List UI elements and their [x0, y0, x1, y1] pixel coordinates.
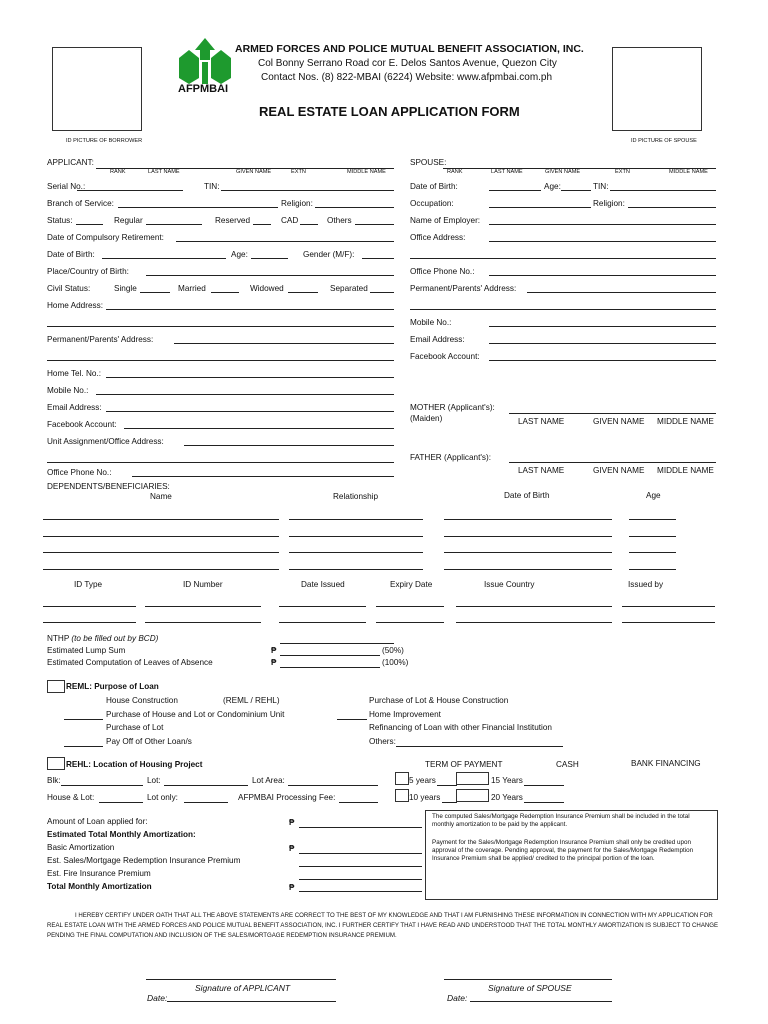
spouse-office-address-field-1[interactable]: [489, 241, 716, 242]
home-tel-label: Home Tel. No.:: [47, 369, 101, 378]
lot-label: Lot:: [147, 776, 161, 785]
spouse-tin-field[interactable]: [610, 190, 716, 191]
unit-assignment-field-2[interactable]: [47, 462, 394, 463]
dependent-field-r2-c4[interactable]: [629, 536, 676, 537]
id-field-r2-c1[interactable]: [43, 622, 136, 623]
fire-label: Est. Fire Insurance Premium: [47, 869, 151, 878]
id-field-r2-c5[interactable]: [456, 622, 612, 623]
lot-field[interactable]: [164, 785, 248, 786]
reml-lot-house-label: Purchase of Lot & House Construction: [369, 696, 509, 705]
single-field[interactable]: [140, 292, 170, 293]
separated-label: Separated: [330, 284, 368, 293]
lump-sum-field[interactable]: [280, 655, 380, 656]
basic-amort-peso: ₱: [289, 844, 295, 853]
id-field-r1-c4[interactable]: [376, 606, 444, 607]
permanent-address-field-1[interactable]: [174, 343, 394, 344]
applicant-col-extn: EXTN: [291, 169, 306, 175]
spouse-employer-label: Name of Employer:: [410, 216, 481, 225]
spouse-date-field[interactable]: [470, 1001, 612, 1002]
id-col-country: Issue Country: [484, 580, 535, 589]
lump-sum-label: Estimated Lump Sum: [47, 646, 126, 655]
org-name: ARMED FORCES AND POLICE MUTUAL BENEFIT ASSOCIATION, INC.: [235, 43, 584, 55]
total-amort-peso: ₱: [289, 883, 295, 892]
spouse-col-extn: EXTN: [615, 169, 630, 175]
reml-refinancing-label: Refinancing of Loan with other Financial Institution: [369, 723, 552, 732]
reml-lot-label: Purchase of Lot: [106, 723, 164, 732]
term-20-checkbox[interactable]: [456, 789, 489, 802]
single-label: Single: [114, 284, 137, 293]
term-10-checkbox[interactable]: [395, 789, 409, 802]
spouse-label: SPOUSE:: [410, 158, 447, 167]
maiden-label: (Maiden): [410, 414, 443, 423]
cad-field[interactable]: [300, 224, 318, 225]
dependent-field-r1-c2[interactable]: [289, 519, 423, 520]
id-field-r2-c3[interactable]: [279, 622, 366, 623]
office-phone-field[interactable]: [132, 476, 394, 477]
mother-name-field[interactable]: [509, 413, 716, 414]
civil-status-label: Civil Status:: [47, 284, 91, 293]
id-field-r1-c6[interactable]: [622, 606, 715, 607]
office-phone-label: Office Phone No.:: [47, 468, 112, 477]
widowed-field[interactable]: [288, 292, 318, 293]
term-label: TERM OF PAYMENT: [425, 760, 503, 769]
home-address-field-2[interactable]: [47, 326, 394, 327]
spouse-occupation-field[interactable]: [489, 207, 591, 208]
father-col-middle: MIDDLE NAME: [657, 466, 714, 475]
tin-label: TIN:: [204, 182, 220, 191]
mobile-label: Mobile No.:: [47, 386, 89, 395]
id-col-issued: Date Issued: [301, 580, 345, 589]
id-picture-spouse-box[interactable]: [612, 47, 702, 131]
processing-fee-label: AFPMBAI Processing Fee:: [238, 793, 336, 802]
serial-field[interactable]: [77, 190, 183, 191]
term-5-field[interactable]: [437, 785, 457, 786]
spouse-email-field[interactable]: [489, 343, 716, 344]
spouse-age-field[interactable]: [561, 190, 591, 191]
insurance-note-1: The computed Sales/Mortgage Redemption Insurance Premium shall be included in the total monthly amortization to be paid by the applicant.: [432, 813, 690, 829]
logo-text: AFPMBAI: [178, 83, 229, 95]
spouse-permanent-address-label: Permanent/Parents' Address:: [410, 284, 517, 293]
dependents-col-age: Age: [646, 491, 661, 500]
id-col-expiry: Expiry Date: [390, 580, 433, 589]
term-20-label: 20 Years: [491, 793, 523, 802]
others-field[interactable]: [355, 224, 394, 225]
tin-field[interactable]: [221, 190, 394, 191]
id-field-r1-c5[interactable]: [456, 606, 612, 607]
gender-field[interactable]: [362, 258, 394, 259]
id-field-r2-c4[interactable]: [376, 622, 444, 623]
spouse-col-last: LAST NAME: [491, 169, 523, 175]
spouse-dob-field[interactable]: [489, 190, 541, 191]
term-5-checkbox[interactable]: [395, 772, 409, 785]
spouse-employer-field[interactable]: [489, 224, 716, 225]
branch-field[interactable]: [118, 207, 278, 208]
spouse-age-label: Age:: [544, 182, 561, 191]
age-field[interactable]: [251, 258, 288, 259]
loan-amount-label: Amount of Loan applied for:: [47, 817, 148, 826]
spouse-permanent-address-field-2[interactable]: [410, 309, 716, 310]
applicant-col-rank: RANK: [110, 169, 126, 175]
email-label: Email Address:: [47, 403, 102, 412]
spouse-date-label: Date:: [447, 993, 468, 1003]
dependents-label: DEPENDENTS/BENEFICIARIES:: [47, 482, 170, 491]
dependent-field-r3-c2[interactable]: [289, 552, 423, 553]
dependent-field-r1-c4[interactable]: [629, 519, 676, 520]
term-10-field[interactable]: [442, 802, 457, 803]
age-label: Age:: [231, 250, 248, 259]
term-5-label: 5 years: [409, 776, 436, 785]
leaves-pct: (100%): [382, 658, 409, 667]
loan-amount-peso: ₱: [289, 818, 295, 827]
facebook-field[interactable]: [124, 428, 394, 429]
dependent-field-r1-c3[interactable]: [444, 519, 612, 520]
blk-field[interactable]: [61, 785, 143, 786]
spouse-col-middle: MIDDLE NAME: [669, 169, 708, 175]
nthp-label: [47, 634, 158, 643]
mri-label: Est. Sales/Mortgage Redemption Insurance Premium: [47, 856, 241, 865]
place-birth-label: Place/Country of Birth:: [47, 267, 129, 276]
basic-amort-label: Basic Amortization: [47, 843, 115, 852]
fire-field[interactable]: [299, 879, 422, 880]
permanent-address-label: Permanent/Parents' Address:: [47, 335, 154, 344]
dependent-field-r4-c2[interactable]: [289, 569, 423, 570]
spouse-religion-field[interactable]: [628, 207, 716, 208]
reml-home-improvement-field[interactable]: [337, 719, 367, 720]
applicant-date-label: Date:: [147, 993, 168, 1003]
spouse-facebook-field[interactable]: [489, 360, 716, 361]
spouse-mobile-field[interactable]: [489, 326, 716, 327]
house-lot-label: House & Lot:: [47, 793, 95, 802]
reml-payoff-field[interactable]: [64, 746, 103, 747]
nthp-note: (to be filled out by BCD): [71, 634, 159, 643]
term-15-checkbox[interactable]: [456, 772, 489, 785]
house-lot-field[interactable]: [99, 802, 143, 803]
id-field-r1-c2[interactable]: [145, 606, 261, 607]
spouse-mobile-label: Mobile No.:: [410, 318, 452, 327]
id-field-r2-c6[interactable]: [622, 622, 715, 623]
applicant-signature-field[interactable]: [146, 979, 336, 980]
separated-field[interactable]: [370, 292, 394, 293]
mother-label: MOTHER (Applicant's):: [410, 403, 495, 412]
retirement-field[interactable]: [176, 241, 394, 242]
processing-fee-field[interactable]: [339, 802, 378, 803]
home-address-label: Home Address:: [47, 301, 103, 310]
status-field[interactable]: [76, 224, 103, 225]
spouse-signature-field[interactable]: [444, 979, 612, 980]
reml-home-improvement-label: Home Improvement: [369, 710, 441, 719]
lump-sum-pct: (50%): [382, 646, 404, 655]
spouse-col-rank: RANK: [447, 169, 463, 175]
insurance-note-2: Payment for the Sales/Mortgage Redemption Insurance Premium shall only be credited upon approval of the coverage. Pending approval, the payment for the Sales/Mortgage Redemption Insurance Premium shall be applied/ credited to the principal portion of the loan.: [432, 839, 694, 863]
bank-financing-label: BANK FINANCING: [631, 759, 701, 768]
email-field[interactable]: [106, 411, 394, 412]
dependent-field-r4-c4[interactable]: [629, 569, 676, 570]
form-title: REAL ESTATE LOAN APPLICATION FORM: [259, 104, 520, 119]
dependent-field-r4-c3[interactable]: [444, 569, 612, 570]
applicant-col-middle: MIDDLE NAME: [347, 169, 386, 175]
cash-label: CASH: [556, 760, 579, 769]
others-label: Others: [327, 216, 352, 225]
spouse-occupation-label: Occupation:: [410, 199, 454, 208]
father-label: FATHER (Applicant's):: [410, 453, 492, 462]
total-est-label: Estimated Total Monthly Amortization:: [47, 830, 196, 839]
term-20-field[interactable]: [524, 802, 564, 803]
mobile-field[interactable]: [96, 394, 394, 395]
married-label: Married: [178, 284, 206, 293]
unit-assignment-field-1[interactable]: [184, 445, 394, 446]
id-col-type: ID Type: [74, 580, 103, 589]
reml-house-construction-label: House Construction: [106, 696, 178, 705]
religion-label: Religion:: [281, 199, 313, 208]
nthp-top-field[interactable]: [280, 643, 394, 644]
id-picture-borrower-box[interactable]: [52, 47, 142, 131]
spouse-col-given: GIVEN NAME: [545, 169, 581, 175]
spouse-dob-label: Date of Birth:: [410, 182, 458, 191]
id-field-r1-c3[interactable]: [279, 606, 366, 607]
regular-field[interactable]: [146, 224, 202, 225]
reserved-field[interactable]: [253, 224, 271, 225]
id-picture-spouse-label: ID PICTURE OF SPOUSE: [631, 138, 697, 144]
dependents-col-relationship: Relationship: [333, 492, 379, 501]
applicant-signature-label: Signature of APPLICANT: [195, 983, 291, 993]
lot-area-label: Lot Area:: [252, 776, 285, 785]
reml-others-label: Others:: [369, 737, 396, 746]
leaves-field[interactable]: [280, 667, 380, 668]
id-field-r2-c2[interactable]: [145, 622, 261, 623]
father-col-last: LAST NAME: [518, 466, 565, 475]
serial-label: Serial No.:: [47, 182, 86, 191]
dependent-field-r2-c2[interactable]: [289, 536, 423, 537]
mother-col-last: LAST NAME: [518, 417, 565, 426]
dependent-field-r1-c1[interactable]: [43, 519, 279, 520]
father-name-field[interactable]: [509, 462, 716, 463]
leaves-peso: ₱: [271, 658, 277, 667]
status-label: Status:: [47, 216, 73, 225]
dependents-col-dob: Date of Birth: [504, 491, 550, 500]
dob-field[interactable]: [102, 258, 226, 259]
spouse-permanent-address-field-1[interactable]: [527, 292, 716, 293]
leaves-label: Estimated Computation of Leaves of Absence: [47, 658, 213, 667]
mother-col-middle: MIDDLE NAME: [657, 417, 714, 426]
spouse-signature-label: Signature of SPOUSE: [488, 983, 572, 993]
id-col-issuedby: Issued by: [628, 580, 664, 589]
religion-field[interactable]: [315, 207, 394, 208]
reml-others-field[interactable]: [396, 746, 563, 747]
unit-assignment-label: Unit Assignment/Office Address:: [47, 437, 164, 446]
spouse-office-address-field-2[interactable]: [410, 258, 716, 259]
applicant-col-last: LAST NAME: [148, 169, 180, 175]
dependent-field-r3-c4[interactable]: [629, 552, 676, 553]
spouse-tin-label: TIN:: [593, 182, 609, 191]
place-birth-field[interactable]: [146, 275, 394, 276]
term-10-label: 10 years: [409, 793, 441, 802]
dependent-field-r3-c1[interactable]: [43, 552, 279, 553]
basic-amort-field[interactable]: [299, 853, 422, 854]
branch-label: Branch of Service:: [47, 199, 114, 208]
home-address-field-1[interactable]: [106, 309, 394, 310]
nthp-title: NTHP: [47, 634, 70, 643]
spouse-office-phone-field[interactable]: [489, 275, 716, 276]
applicant-label: APPLICANT:: [47, 158, 94, 167]
lot-only-field[interactable]: [184, 802, 228, 803]
term-15-field[interactable]: [524, 785, 564, 786]
id-picture-borrower-label: ID PICTURE OF BORROWER: [66, 138, 143, 144]
dependent-field-r2-c3[interactable]: [444, 536, 612, 537]
term-15-label: 15 Years: [491, 776, 523, 785]
permanent-address-field-2[interactable]: [47, 360, 394, 361]
reml-rehl-label: (REML / REHL): [223, 696, 280, 705]
gender-label: Gender (M/F):: [303, 250, 355, 259]
dob-label: Date of Birth:: [47, 250, 95, 259]
rehl-checkbox[interactable]: [47, 757, 65, 770]
home-tel-field[interactable]: [106, 377, 394, 378]
org-address: Col Bonny Serrano Road cor E. Delos Santos Avenue, Quezon City: [258, 58, 557, 69]
id-col-number: ID Number: [183, 580, 223, 589]
spouse-email-label: Email Address:: [410, 335, 465, 344]
dependent-field-r4-c1[interactable]: [43, 569, 279, 570]
id-field-r1-c1[interactable]: [43, 606, 136, 607]
rehl-label: REHL: Location of Housing Project: [66, 760, 203, 769]
lot-area-field[interactable]: [288, 785, 378, 786]
widowed-label: Widowed: [250, 284, 284, 293]
married-field[interactable]: [211, 292, 239, 293]
blk-label: Blk:: [47, 776, 61, 785]
reml-house-lot-label: Purchase of House and Lot or Condominium Unit: [106, 710, 285, 719]
retirement-label: Date of Compulsory Retirement:: [47, 233, 164, 242]
spouse-office-phone-label: Office Phone No.:: [410, 267, 475, 276]
applicant-date-field[interactable]: [167, 1001, 336, 1002]
reserved-label: Reserved: [215, 216, 251, 225]
reml-checkbox[interactable]: [47, 680, 65, 693]
loan-amount-field[interactable]: [299, 827, 422, 828]
applicant-col-given: GIVEN NAME: [236, 169, 272, 175]
spouse-facebook-label: Facebook Account:: [410, 352, 480, 361]
dependent-field-r3-c3[interactable]: [444, 552, 612, 553]
dependent-field-r2-c1[interactable]: [43, 536, 279, 537]
reml-payoff-label: Pay Off of Other Loan/s: [106, 737, 192, 746]
facebook-label: Facebook Account:: [47, 420, 117, 429]
dependents-col-name: Name: [150, 492, 172, 501]
spouse-religion-label: Religion:: [593, 199, 625, 208]
mri-field[interactable]: [299, 866, 422, 867]
regular-label: Regular: [114, 216, 143, 225]
certification-text: I HEREBY CERTIFY UNDER OATH THAT ALL THE ABOVE STATEMENTS ARE CORRECT TO THE BEST OF MY KNOWLEDGE AND THAT I AM FURNISHING THESE INFORMATION IN CONNECTION WITH MY APPLICATION FOR REAL ESTATE LOAN WITH THE ARMED FORCES AND POLICE MUTUAL BENEFIT ASSOCIATION, INC. I FURTHER CERTIFY THAT I HAVE READ AND UNDERSTOOD THAT THE TOTAL MONTHLY AMORTIZATION IS SUBJECT TO CHANGE PENDING THE FINAL COMPUTATION AND INCLUSION OF THE SALES/MORTGAGE REDEMPTION INSURANCE PREMIUM.: [47, 912, 719, 939]
total-amort-field[interactable]: [299, 891, 422, 892]
total-amort-label: Total Monthly Amortization: [47, 882, 152, 891]
father-col-given: GIVEN NAME: [593, 466, 645, 475]
org-contact: Contact Nos. (8) 822-MBAI (6224) Website: www.afpmbai.com.ph: [261, 72, 553, 83]
lump-sum-peso: ₱: [271, 646, 277, 655]
cad-label: CAD: [281, 216, 299, 225]
spouse-office-address-label: Office Address:: [410, 233, 466, 242]
lot-only-label: Lot only:: [147, 793, 178, 802]
reml-house-house-lot-field[interactable]: [64, 719, 103, 720]
mother-col-given: GIVEN NAME: [593, 417, 645, 426]
reml-label: REML: Purpose of Loan: [66, 682, 159, 691]
